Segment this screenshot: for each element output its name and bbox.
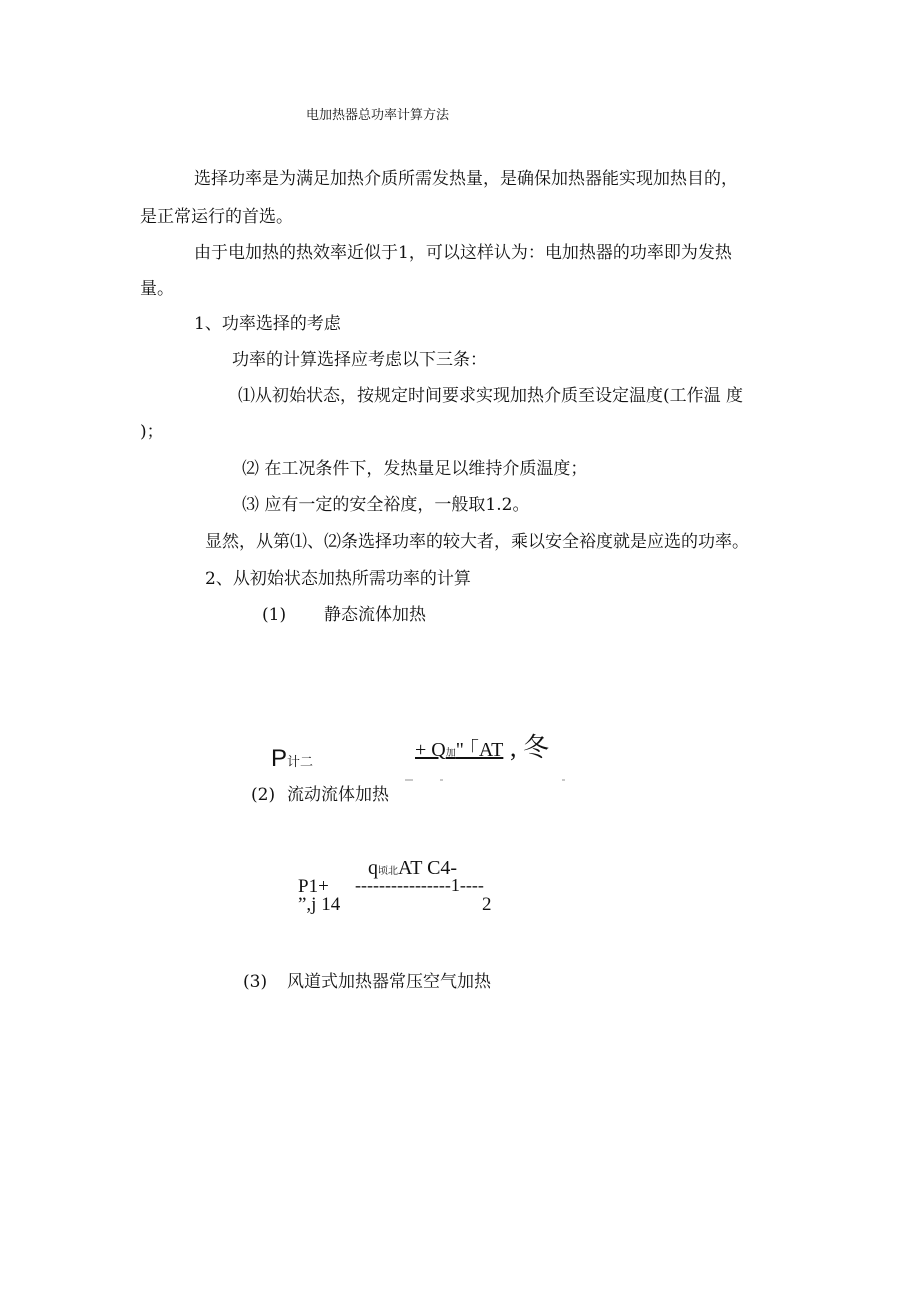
formula-2-denominator: 2	[482, 894, 492, 915]
formula-2-at-term: AT C4-	[398, 857, 458, 879]
paragraph-1-line-2: 是正常运行的首选。	[140, 207, 293, 227]
item-2: ⑵ 在工况条件下，发热量足以维持介质温度；	[242, 459, 588, 479]
formula-2-left-top: P1+	[298, 876, 329, 897]
formula-2-q-symbol: q	[368, 857, 378, 879]
paragraph-2-line-1: 由于电加热的热效率近似于1，可以这样认为：电加热器的功率即为发热	[194, 243, 732, 263]
formula-2-fraction-bar: ----------------1----	[355, 875, 484, 895]
section-1-heading: 1、功率选择的考虑	[194, 314, 341, 334]
subsection-3-number: (3)	[243, 972, 268, 992]
document-title: 电加热器总功率计算方法	[306, 108, 450, 123]
paragraph-1-line-1: 选择功率是为满足加热介质所需发热量，是确保加热器能实现加热目的，	[194, 169, 738, 189]
formula-1-q-term: + Q	[415, 739, 446, 761]
subsection-2-label: 流动流体加热	[287, 785, 389, 805]
item-3: ⑶ 应有一定的安全裕度，一般取1.2。	[242, 495, 530, 515]
formula-1-p-subscript: 计二	[287, 755, 314, 770]
formula-1-p-symbol: P	[271, 745, 288, 772]
formula-1-lhs	[271, 747, 313, 771]
scan-artifact	[562, 779, 565, 781]
section-2-heading: 2、从初始状态加热所需功率的计算	[205, 569, 471, 589]
scan-artifact	[405, 779, 413, 781]
formula-2-q-subscript: 顷北	[378, 866, 398, 877]
conclusion-text: 显然，从第⑴、⑵条选择功率的较大者，乘以安全裕度就是应选的功率。	[205, 532, 749, 552]
formula-1-q-subscript: 加	[445, 748, 456, 759]
scan-artifact	[440, 779, 443, 781]
formula-2-left-bottom: ”,j 14	[298, 894, 341, 915]
subsection-2-number: (2)	[251, 785, 276, 805]
item-1-line-2: )；	[140, 422, 164, 442]
subsection-1-number: (1)	[262, 605, 287, 625]
paragraph-2-line-2: 量。	[140, 279, 174, 299]
formula-1-rhs	[415, 740, 503, 760]
formula-1-tail: , 冬	[510, 733, 550, 762]
section-1-intro: 功率的计算选择应考虑以下三条：	[232, 350, 487, 370]
formula-1-at-term: " ｢AT	[455, 739, 504, 761]
item-1-line-1: ⑴从初始状态，按规定时间要求实现加热介质至设定温度(工作温 度	[238, 386, 744, 406]
subsection-1-label: 静态流体加热	[324, 605, 426, 625]
subsection-3-label: 风道式加热器常压空气加热	[287, 972, 491, 992]
